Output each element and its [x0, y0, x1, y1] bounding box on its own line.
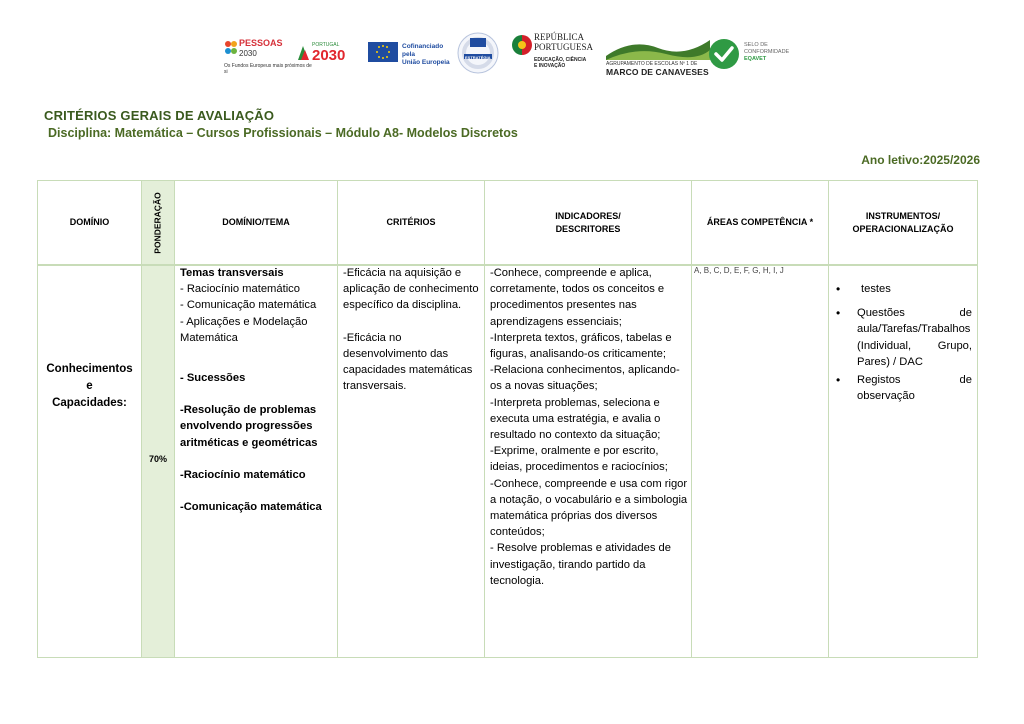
criteria-table — [37, 180, 978, 658]
tema-cell — [180, 265, 336, 515]
header-indicadores-line2: DESCRITORES — [555, 223, 621, 234]
tema-raciocinio: -Raciocínio matemático — [180, 468, 306, 481]
republica-ministry — [534, 57, 586, 69]
page-subtitle: Disciplina: Matemática – Cursos Profissionais – Módulo A8- Modelos Discretos — [48, 126, 518, 140]
agrupamento-logo — [606, 32, 710, 78]
tema-item: - Aplicações e Modelação Matemática — [180, 315, 308, 344]
portugal-mark-icon — [296, 44, 310, 62]
instrumentos-list — [836, 281, 972, 404]
eqavet-check-icon — [708, 38, 740, 70]
portugal-2030-logo — [296, 38, 352, 66]
republica-line3: EDUCAÇÃO, CIÊNCIA — [534, 57, 587, 63]
areas-cell: A, B, C, D, E, F, G, H, I, J — [694, 266, 784, 275]
eu-line1: Cofinanciado pela — [402, 43, 444, 58]
agrupamento-line2: MARCO DE CANAVESES — [606, 67, 709, 77]
pessoas-year: 2030 — [239, 49, 257, 58]
header-criterios: CRITÉRIOS — [386, 217, 436, 227]
instrumento-label: testes — [861, 283, 891, 295]
portugal-year: 2030 — [312, 47, 346, 64]
estrategia-seal — [456, 30, 500, 76]
ponderacao-value: 70% — [148, 454, 167, 464]
indicador-item: -Exprime, oralmente e por escrito, ideias, procedimentos e raciocínios; — [490, 445, 668, 474]
eqavet-text — [744, 42, 789, 63]
instrumento-item: • Registos de observação — [836, 372, 972, 404]
criterio-item: -Eficácia na aquisição e aplicação de conhecimento específico da disciplina. — [343, 267, 479, 312]
eqavet-line2: CONFORMIDADE — [744, 49, 790, 55]
header-indicadores — [485, 181, 691, 264]
pessoas-2030-logo — [224, 36, 312, 75]
header-instrumentos-line1: INSTRUMENTOS/ — [865, 210, 941, 221]
tema-item: - Raciocínio matemático — [180, 283, 300, 296]
eqavet-seal — [708, 36, 800, 72]
dominio-line2: e — [86, 380, 93, 392]
criterio-item: -Eficácia no desenvolvimento das capacidades matemáticas transversais. — [343, 331, 473, 393]
republica-line1: REPÚBLICA — [534, 32, 585, 42]
eu-line2: União Europeia — [402, 59, 450, 66]
eqavet-line1: SELO DE — [744, 42, 768, 48]
tema-sucessoes: - Sucessões — [180, 372, 246, 385]
indicador-item: -Relaciona conhecimentos, aplicando-os a novas situações; — [490, 364, 680, 393]
tema-resolucao: -Resolução de problemas envolvendo progressões aritméticas e geométricas — [180, 404, 318, 449]
indicador-item: -Conhece, compreende e aplica, corretamente, todos os conceitos e procedimentos presentes nas aprendizagens essenciais; — [490, 267, 665, 328]
pessoas-tagline: Os Fundos Europeus mais próximos de si — [224, 63, 312, 75]
instrumento-item: • Questões de aula/Tarefas/Trabalhos (Individual, Grupo, Pares) / DAC — [836, 305, 972, 370]
estrategia-label: ESTRATÉGIA — [465, 55, 491, 60]
estrategia-seal-icon — [456, 30, 500, 76]
dominio-line1: Conhecimentos — [46, 363, 133, 375]
instrumento-item — [836, 281, 972, 297]
pessoas-mark-icon — [224, 40, 238, 56]
header-instrumentos-line2: OPERACIONALIZAÇÃO — [852, 223, 954, 234]
indicador-item: -Interpreta problemas, seleciona e executa uma estratégia, e avalia o resultado no contexto da situação; — [490, 396, 661, 442]
header-dominio: DOMÍNIO — [69, 217, 110, 227]
eu-text — [402, 43, 456, 67]
header-instrumentos — [829, 181, 977, 264]
republica-text — [534, 32, 593, 52]
republica-line4: E INOVAÇÃO — [534, 63, 566, 69]
header-tema: DOMÍNIO/TEMA — [222, 217, 290, 227]
instrumentos-cell — [836, 281, 972, 412]
agrupamento-line1: AGRUPAMENTO DE ESCOLAS Nº 1 DE — [606, 61, 698, 67]
dominio-cell — [38, 361, 141, 412]
indicador-item: - Resolve problemas e atividades de investigação, tirando partido da tecnologia. — [490, 542, 671, 587]
indicador-item: -Interpreta textos, gráficos, tabelas e figuras, analisando-os criticamente; — [490, 331, 672, 361]
school-year: Ano letivo:2025/2026 — [861, 153, 980, 167]
indicador-item: -Conhece, compreende e usa com rigor a notação, o vocabulário e a simbologia matemática próprias dos diversos conteúdos; — [490, 477, 688, 539]
page-title: CRITÉRIOS GERAIS DE AVALIAÇÃO — [44, 108, 275, 123]
tema-item: - Comunicação matemática — [180, 299, 317, 312]
header-ponderacao — [142, 181, 174, 264]
eqavet-line3: EQAVET — [744, 56, 767, 62]
eu-flag-icon — [368, 42, 398, 62]
header-areas: ÁREAS COMPETÊNCIA * — [706, 217, 814, 227]
tema-heading: Temas transversais — [180, 267, 284, 279]
portugal-label: PORTUGAL — [312, 42, 340, 48]
republica-portuguesa-logo — [512, 30, 602, 78]
indicadores-cell — [490, 265, 690, 589]
dominio-line3: Capacidades: — [52, 397, 127, 409]
header-ponderacao-label: PONDERAÇÃO — [153, 191, 163, 254]
republica-emblem-icon — [512, 34, 532, 56]
criterios-cell — [343, 265, 483, 394]
pessoas-name: PESSOAS — [239, 38, 283, 48]
tema-comunicacao: -Comunicação matemática — [180, 501, 322, 514]
agrupamento-hills-icon — [606, 32, 710, 60]
republica-line2: PORTUGUESA — [534, 42, 593, 52]
header-indicadores-line1: INDICADORES/ — [555, 210, 621, 221]
eu-cofinanciado-logo — [368, 40, 456, 64]
logo-bar — [224, 28, 800, 80]
